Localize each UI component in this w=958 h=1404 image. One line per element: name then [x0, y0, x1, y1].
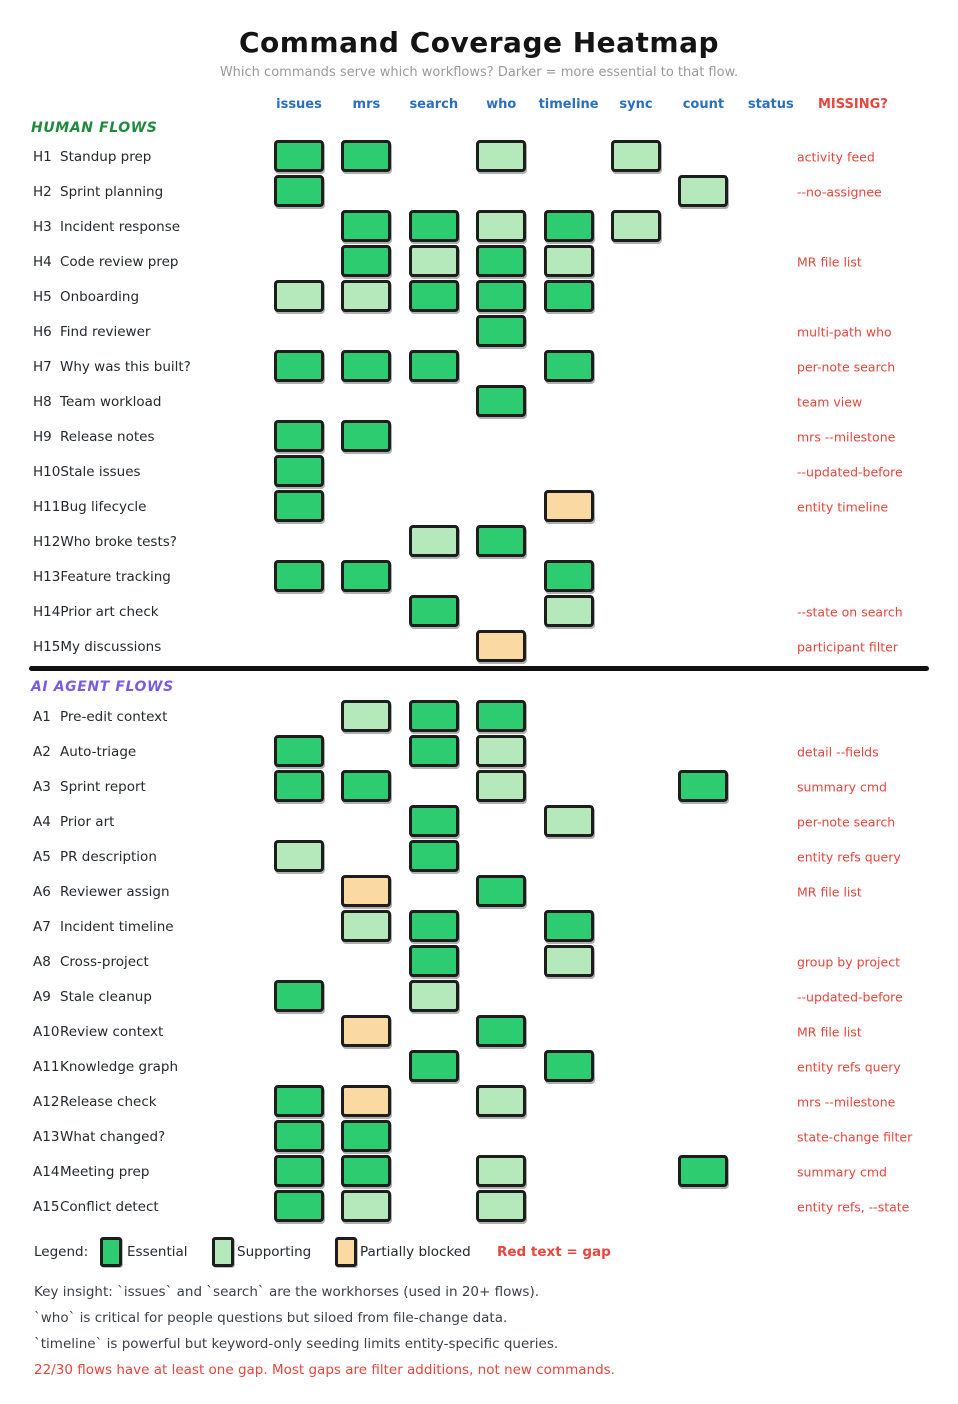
flow-label-A7: [33, 919, 174, 935]
flow-name-H1: Standup prep: [60, 148, 152, 165]
missing-note-A11: entity refs query: [797, 1059, 901, 1074]
cell-H4-who-essential: [476, 245, 526, 277]
missing-note-H14: --state on search: [797, 604, 903, 619]
cell-H1-sync-supporting: [611, 140, 661, 172]
section-heading-ai-agent-flows: AI AGENT FLOWS: [31, 679, 174, 695]
flow-name-A3: Sprint report: [60, 778, 146, 795]
cell-A1-who-essential: [476, 700, 526, 732]
legend: [0, 1236, 958, 1268]
cell-H3-mrs-essential: [341, 210, 391, 242]
flow-row-A5: [0, 839, 958, 874]
legend-swatch-essential: [100, 1237, 122, 1267]
flow-label-H1: [33, 149, 151, 165]
flow-id-A10: A10: [33, 1023, 60, 1040]
cell-H4-mrs-essential: [341, 245, 391, 277]
cell-H4-search-supporting: [409, 245, 459, 277]
cell-H5-who-essential: [476, 280, 526, 312]
flow-row-A10: [0, 1014, 958, 1049]
cell-H6-who-essential: [476, 315, 526, 347]
flow-row-A7: [0, 909, 958, 944]
flow-label-H5: [33, 289, 139, 305]
flow-label-H7: [33, 359, 191, 375]
cell-A11-timeline-essential: [544, 1050, 594, 1082]
cell-A7-timeline-essential: [544, 910, 594, 942]
flow-name-A4: Prior art: [60, 813, 115, 830]
flow-row-A14: [0, 1154, 958, 1189]
flow-name-A13: What changed?: [60, 1128, 166, 1145]
flow-id-H11: H11: [33, 498, 61, 515]
missing-note-A5: entity refs query: [797, 849, 901, 864]
cell-H9-issues-essential: [274, 420, 324, 452]
cell-A3-mrs-essential: [341, 770, 391, 802]
flow-id-H9: H9: [33, 428, 52, 445]
flow-id-A2: A2: [33, 743, 51, 760]
cell-H3-who-supporting: [476, 210, 526, 242]
column-header-status: status: [747, 97, 794, 112]
missing-note-A6: MR file list: [797, 884, 862, 899]
cell-A6-who-essential: [476, 875, 526, 907]
cell-H3-timeline-essential: [544, 210, 594, 242]
cell-A14-issues-essential: [274, 1155, 324, 1187]
flow-name-A8: Cross-project: [60, 953, 149, 970]
cell-H10-issues-essential: [274, 455, 324, 487]
flow-label-H3: [33, 219, 180, 235]
flow-name-A9: Stale cleanup: [60, 988, 152, 1005]
flow-row-H14: [0, 594, 958, 629]
cell-H13-mrs-essential: [341, 560, 391, 592]
flow-id-A13: A13: [33, 1128, 60, 1145]
cell-A12-mrs-partially_blocked: [341, 1085, 391, 1117]
flow-row-H11: [0, 489, 958, 524]
flow-row-H8: [0, 384, 958, 419]
cell-A3-issues-essential: [274, 770, 324, 802]
flow-id-A9: A9: [33, 988, 51, 1005]
flow-id-A1: A1: [33, 708, 51, 725]
cell-H2-count-supporting: [678, 175, 728, 207]
column-header-timeline: timeline: [538, 97, 599, 112]
flow-name-H15: My discussions: [60, 638, 162, 655]
cell-H12-search-supporting: [409, 525, 459, 557]
flow-row-A1: [0, 699, 958, 734]
cell-A9-search-supporting: [409, 980, 459, 1012]
legend-title: Legend:: [34, 1244, 89, 1260]
flow-label-A3: [33, 779, 146, 795]
missing-note-A15: entity refs, --state: [797, 1199, 910, 1214]
flow-id-H12: H12: [33, 533, 61, 550]
flow-label-A6: [33, 884, 170, 900]
flow-id-A6: A6: [33, 883, 51, 900]
cell-H11-issues-essential: [274, 490, 324, 522]
chart-title: Command Coverage Heatmap: [238, 26, 720, 59]
column-header-count: count: [682, 97, 725, 112]
cell-A13-mrs-essential: [341, 1120, 391, 1152]
flow-row-A13: [0, 1119, 958, 1154]
flow-row-H4: [0, 244, 958, 279]
flow-id-A12: A12: [33, 1093, 60, 1110]
missing-note-A2: detail --fields: [797, 744, 879, 759]
cell-H7-issues-essential: [274, 350, 324, 382]
cell-A15-issues-essential: [274, 1190, 324, 1222]
missing-note-A8: group by project: [797, 954, 900, 969]
flow-row-H12: [0, 524, 958, 559]
cell-H7-search-essential: [409, 350, 459, 382]
cell-A3-who-supporting: [476, 770, 526, 802]
flow-label-H8: [33, 394, 162, 410]
cell-H5-issues-supporting: [274, 280, 324, 312]
flow-row-H2: [0, 174, 958, 209]
flow-id-A5: A5: [33, 848, 51, 865]
flow-label-A9: [33, 989, 152, 1005]
flow-name-H13: Feature tracking: [60, 568, 171, 585]
cell-A7-search-essential: [409, 910, 459, 942]
cell-H11-timeline-partially_blocked: [544, 490, 594, 522]
flow-id-H13: H13: [33, 568, 61, 585]
flow-row-A11: [0, 1049, 958, 1084]
flow-name-H3: Incident response: [60, 218, 181, 235]
legend-gap-note: Red text = gap: [497, 1244, 611, 1260]
cell-H15-who-partially_blocked: [476, 630, 526, 662]
flow-label-H2: [33, 184, 163, 200]
cell-H5-timeline-essential: [544, 280, 594, 312]
flow-id-A11: A11: [33, 1058, 60, 1075]
flow-id-A3: A3: [33, 778, 51, 795]
cell-H4-timeline-supporting: [544, 245, 594, 277]
cell-A4-search-essential: [409, 805, 459, 837]
cell-H2-issues-essential: [274, 175, 324, 207]
flow-row-H7: [0, 349, 958, 384]
cell-H7-mrs-essential: [341, 350, 391, 382]
insight-note-1: Key insight: `issues` and `search` are the workhorses (used in 20+ flows).: [34, 1284, 540, 1300]
flow-row-H15: [0, 629, 958, 664]
missing-note-H7: per-note search: [797, 359, 896, 374]
legend-label-partially_blocked: Partially blocked: [360, 1244, 471, 1260]
missing-note-H8: team view: [797, 394, 863, 409]
cell-A5-issues-supporting: [274, 840, 324, 872]
missing-note-A13: state-change filter: [797, 1129, 913, 1144]
cell-A14-who-supporting: [476, 1155, 526, 1187]
missing-note-H6: multi-path who: [797, 324, 892, 339]
cell-H12-who-essential: [476, 525, 526, 557]
cell-A9-issues-essential: [274, 980, 324, 1012]
flow-name-H2: Sprint planning: [60, 183, 164, 200]
flow-id-A7: A7: [33, 918, 51, 935]
flow-row-A3: [0, 769, 958, 804]
cell-A3-count-essential: [678, 770, 728, 802]
cell-A13-issues-essential: [274, 1120, 324, 1152]
flow-name-H7: Why was this built?: [60, 358, 191, 375]
flow-name-H10: Stale issues: [60, 463, 141, 480]
column-header-row: [0, 97, 958, 117]
flow-row-H9: [0, 419, 958, 454]
section-heading-human-flows: HUMAN FLOWS: [31, 120, 158, 136]
insight-note-4: 22/30 flows have at least one gap. Most gaps are filter additions, not new commands.: [34, 1362, 615, 1378]
flow-label-A1: [33, 709, 167, 725]
cell-H3-search-essential: [409, 210, 459, 242]
flow-row-A6: [0, 874, 958, 909]
flow-row-H1: [0, 139, 958, 174]
legend-label-supporting: Supporting: [237, 1244, 312, 1260]
flow-id-H8: H8: [33, 393, 52, 410]
cell-A11-search-essential: [409, 1050, 459, 1082]
cell-H14-search-essential: [409, 595, 459, 627]
legend-label-essential: Essential: [127, 1244, 188, 1260]
flow-label-H12: [33, 534, 177, 550]
cell-A4-timeline-supporting: [544, 805, 594, 837]
column-header-missing: MISSING?: [818, 97, 888, 112]
flow-label-A15: [33, 1199, 159, 1215]
cell-H8-who-essential: [476, 385, 526, 417]
flow-name-H6: Find reviewer: [60, 323, 151, 340]
flow-name-H5: Onboarding: [60, 288, 140, 305]
flow-name-A11: Knowledge graph: [60, 1058, 179, 1075]
cell-H14-timeline-supporting: [544, 595, 594, 627]
flow-id-H3: H3: [33, 218, 52, 235]
cell-H13-issues-essential: [274, 560, 324, 592]
flow-label-H9: [33, 429, 155, 445]
flow-id-H4: H4: [33, 253, 52, 270]
cell-A15-who-supporting: [476, 1190, 526, 1222]
flow-id-H15: H15: [33, 638, 61, 655]
flow-id-H2: H2: [33, 183, 52, 200]
flow-name-A15: Conflict detect: [60, 1198, 159, 1215]
missing-note-H15: participant filter: [797, 639, 898, 654]
flow-label-A11: [33, 1059, 178, 1075]
missing-note-A12: mrs --milestone: [797, 1094, 896, 1109]
column-header-who: who: [486, 97, 517, 112]
missing-note-A4: per-note search: [797, 814, 896, 829]
missing-note-H4: MR file list: [797, 254, 862, 269]
flow-row-A15: [0, 1189, 958, 1224]
flow-row-H5: [0, 279, 958, 314]
cell-A8-timeline-supporting: [544, 945, 594, 977]
cell-A1-mrs-supporting: [341, 700, 391, 732]
flow-label-A5: [33, 849, 157, 865]
cell-A2-search-essential: [409, 735, 459, 767]
flow-id-H6: H6: [33, 323, 52, 340]
flow-label-A13: [33, 1129, 165, 1145]
flow-name-A10: Review context: [60, 1023, 164, 1040]
flow-label-H6: [33, 324, 150, 340]
cell-A6-mrs-partially_blocked: [341, 875, 391, 907]
flow-name-A14: Meeting prep: [60, 1163, 150, 1180]
flow-name-A2: Auto-triage: [60, 743, 137, 760]
flow-label-A2: [33, 744, 136, 760]
column-header-search: search: [409, 97, 459, 112]
cell-A14-mrs-essential: [341, 1155, 391, 1187]
flow-row-H13: [0, 559, 958, 594]
missing-note-H10: --updated-before: [797, 464, 903, 479]
column-header-sync: sync: [619, 97, 653, 112]
flow-label-A4: [33, 814, 114, 830]
flow-label-A14: [33, 1164, 149, 1180]
flow-name-A7: Incident timeline: [60, 918, 174, 935]
flow-row-A9: [0, 979, 958, 1014]
cell-H3-sync-supporting: [611, 210, 661, 242]
flow-row-A12: [0, 1084, 958, 1119]
flow-label-A8: [33, 954, 149, 970]
legend-swatch-supporting: [212, 1237, 234, 1267]
flow-name-H11: Bug lifecycle: [60, 498, 147, 515]
flow-id-H1: H1: [33, 148, 52, 165]
flow-id-A15: A15: [33, 1198, 60, 1215]
flow-label-A12: [33, 1094, 157, 1110]
cell-H7-timeline-essential: [544, 350, 594, 382]
cell-H1-who-supporting: [476, 140, 526, 172]
flow-name-H8: Team workload: [60, 393, 162, 410]
flow-id-H10: H10: [33, 463, 61, 480]
key-insights: [34, 1279, 934, 1383]
cell-A10-mrs-partially_blocked: [341, 1015, 391, 1047]
flow-row-H3: [0, 209, 958, 244]
flow-label-H13: [33, 569, 171, 585]
cell-H1-issues-essential: [274, 140, 324, 172]
flow-row-A2: [0, 734, 958, 769]
flow-label-H4: [33, 254, 179, 270]
flow-name-H9: Release notes: [60, 428, 155, 445]
flow-name-A6: Reviewer assign: [60, 883, 170, 900]
missing-note-A14: summary cmd: [797, 1164, 887, 1179]
section-divider: [29, 666, 929, 671]
flow-name-A12: Release check: [60, 1093, 157, 1110]
cell-A2-issues-essential: [274, 735, 324, 767]
missing-note-A10: MR file list: [797, 1024, 862, 1039]
cell-A12-who-supporting: [476, 1085, 526, 1117]
flow-id-H5: H5: [33, 288, 52, 305]
legend-swatch-partially_blocked: [335, 1237, 357, 1267]
flow-name-H14: Prior art check: [60, 603, 159, 620]
cell-A2-who-supporting: [476, 735, 526, 767]
cell-H9-mrs-essential: [341, 420, 391, 452]
column-header-issues: issues: [276, 97, 322, 112]
cell-A7-mrs-supporting: [341, 910, 391, 942]
insight-note-3: `timeline` is powerful but keyword-only seeding limits entity-specific queries.: [34, 1336, 559, 1352]
flow-id-A4: A4: [33, 813, 51, 830]
insight-note-2: `who` is critical for people questions but siloed from file-change data.: [34, 1310, 508, 1326]
missing-note-H1: activity feed: [797, 149, 875, 164]
ai-flows-matrix: [0, 699, 958, 1224]
cell-H13-timeline-essential: [544, 560, 594, 592]
cell-H5-mrs-supporting: [341, 280, 391, 312]
human-flows-matrix: [0, 139, 958, 664]
missing-note-H9: mrs --milestone: [797, 429, 896, 444]
missing-note-A9: --updated-before: [797, 989, 903, 1004]
chart-subtitle: Which commands serve which workflows? Darker = more essential to that flow.: [219, 65, 739, 80]
cell-H5-search-essential: [409, 280, 459, 312]
flow-label-H15: [33, 639, 161, 655]
column-header-mrs: mrs: [352, 97, 381, 112]
cell-H1-mrs-essential: [341, 140, 391, 172]
flow-row-H6: [0, 314, 958, 349]
flow-label-H14: [33, 604, 159, 620]
flow-id-A8: A8: [33, 953, 51, 970]
flow-name-H12: Who broke tests?: [60, 533, 177, 550]
missing-note-H11: entity timeline: [797, 499, 889, 514]
cell-A1-search-essential: [409, 700, 459, 732]
flow-name-A1: Pre-edit context: [60, 708, 168, 725]
flow-name-H4: Code review prep: [60, 253, 179, 270]
cell-A15-mrs-supporting: [341, 1190, 391, 1222]
cell-A5-search-essential: [409, 840, 459, 872]
flow-label-H10: [33, 464, 141, 480]
flow-row-A4: [0, 804, 958, 839]
missing-note-H2: --no-assignee: [797, 184, 882, 199]
cell-A14-count-essential: [678, 1155, 728, 1187]
flow-row-A8: [0, 944, 958, 979]
flow-id-A14: A14: [33, 1163, 60, 1180]
flow-row-H10: [0, 454, 958, 489]
flow-id-H14: H14: [33, 603, 61, 620]
cell-A12-issues-essential: [274, 1085, 324, 1117]
missing-note-A3: summary cmd: [797, 779, 887, 794]
cell-A10-who-essential: [476, 1015, 526, 1047]
flow-id-H7: H7: [33, 358, 52, 375]
flow-label-H11: [33, 499, 146, 515]
flow-name-A5: PR description: [60, 848, 157, 865]
flow-label-A10: [33, 1024, 163, 1040]
cell-A8-search-essential: [409, 945, 459, 977]
